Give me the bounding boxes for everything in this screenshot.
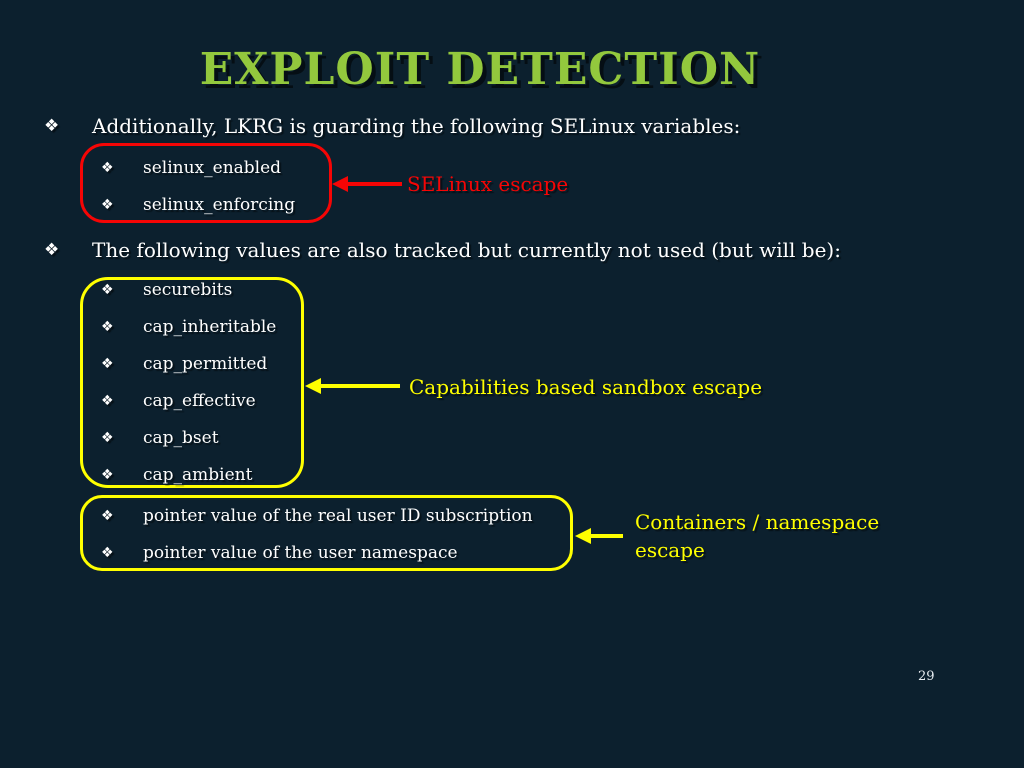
diamond-bullet-icon: ❖: [101, 281, 114, 298]
diamond-bullet-icon: ❖: [101, 159, 114, 176]
tracked-value: cap_permitted: [143, 353, 268, 374]
diamond-bullet-icon: ❖: [101, 392, 114, 409]
diamond-bullet-icon: ❖: [101, 507, 114, 524]
diamond-bullet-icon: ❖: [44, 240, 60, 260]
bullet-text: The following values are also tracked but currently not used (but will be):: [92, 238, 841, 262]
list-item: [83, 186, 329, 223]
diamond-bullet-icon: ❖: [101, 355, 114, 372]
list-item: [83, 456, 301, 493]
diamond-bullet-icon: ❖: [101, 466, 114, 483]
yellow-arrow-line: [589, 534, 623, 538]
diamond-bullet-icon: ❖: [101, 318, 114, 335]
diamond-bullet-icon: ❖: [101, 544, 114, 561]
capabilities-box: [80, 277, 304, 488]
list-item: [83, 271, 301, 308]
page-number: 29: [918, 669, 935, 684]
selinux-variables-box: [80, 143, 332, 223]
tracked-value: cap_inheritable: [143, 316, 277, 337]
tracked-value: pointer value of the real user ID subscription: [143, 505, 533, 526]
diamond-bullet-icon: ❖: [44, 116, 60, 136]
selinux-escape-label: SELinux escape: [407, 172, 569, 196]
red-arrow-line: [346, 182, 402, 186]
tracked-value: cap_bset: [143, 427, 219, 448]
diamond-bullet-icon: ❖: [101, 429, 114, 446]
list-item: [83, 534, 570, 571]
slide-title: EXPLOIT DETECTION: [199, 44, 761, 95]
list-item: [83, 308, 301, 345]
tracked-value: securebits: [143, 279, 233, 300]
capabilities-escape-label: Capabilities based sandbox escape: [409, 375, 763, 399]
list-item: [83, 345, 301, 382]
tracked-value: cap_ambient: [143, 464, 253, 485]
list-item: [83, 149, 329, 186]
namespace-escape-label: Containers / namespace escape: [635, 510, 880, 562]
namespace-pointers-box: [80, 495, 573, 571]
list-item: [83, 419, 301, 456]
yellow-arrow-line: [319, 384, 400, 388]
bullet-text: Additionally, LKRG is guarding the following SELinux variables:: [92, 114, 741, 138]
tracked-value: pointer value of the user namespace: [143, 542, 458, 563]
list-item: [83, 497, 570, 534]
list-item: [83, 382, 301, 419]
selinux-variable: selinux_enabled: [143, 157, 282, 178]
tracked-value: cap_effective: [143, 390, 256, 411]
diamond-bullet-icon: ❖: [101, 196, 114, 213]
selinux-variable: selinux_enforcing: [143, 194, 296, 215]
